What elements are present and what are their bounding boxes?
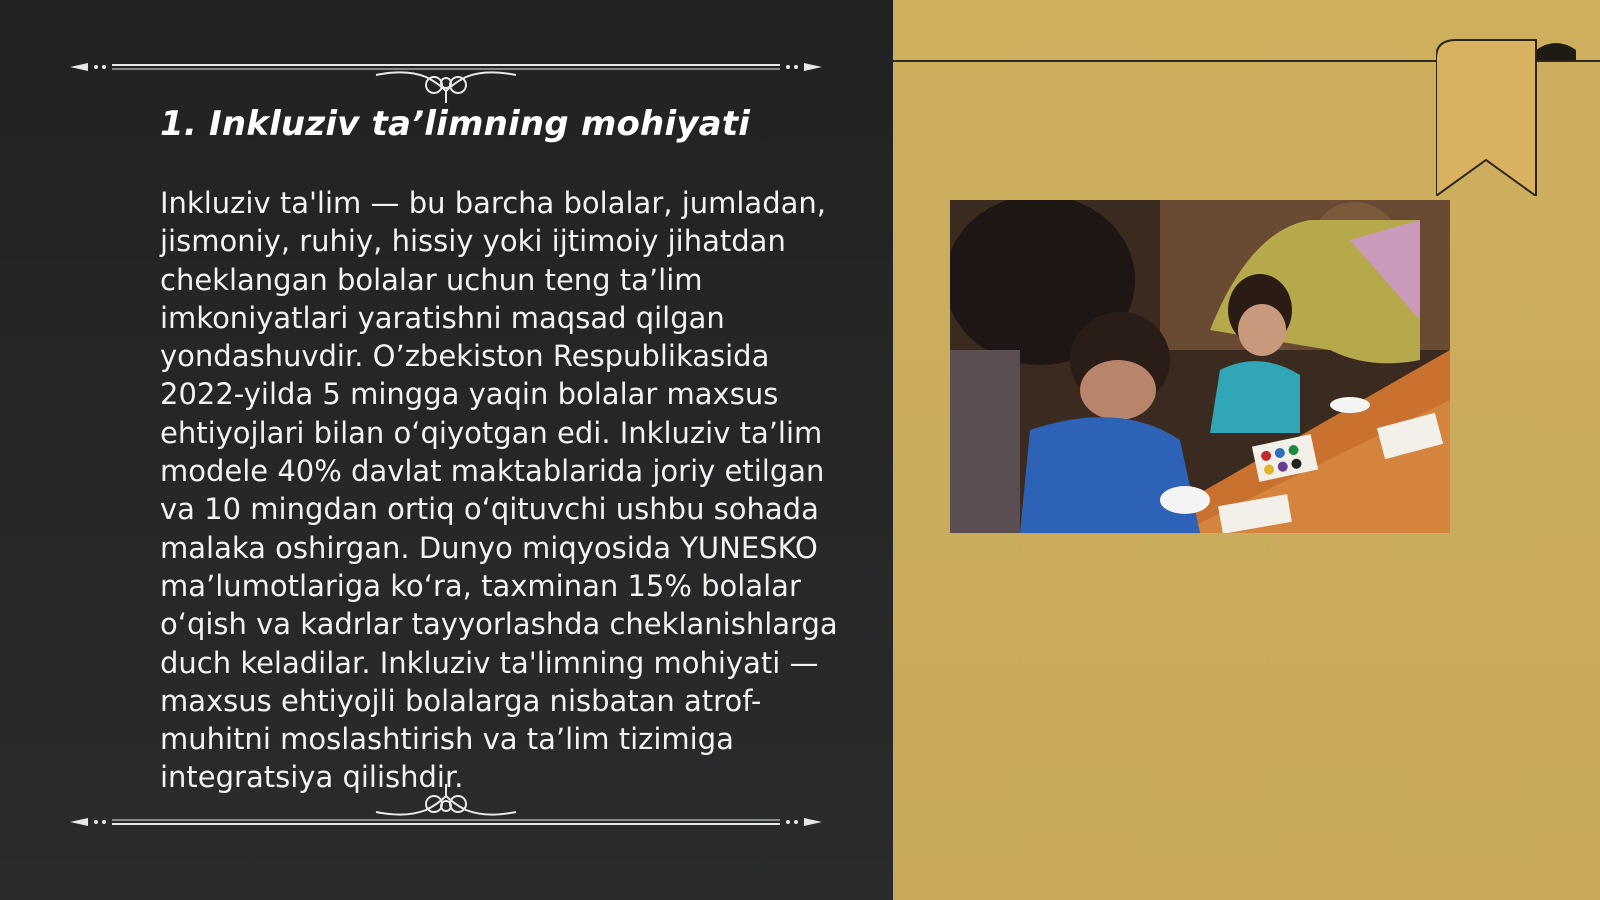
bookmark-ribbon-icon (1436, 36, 1586, 196)
slide-body-text: Inkluziv ta'lim — bu barcha bolalar, jumladan, jismoniy, ruhiy, hissiy yoki ijtimoiy jihatdan cheklangan bolalar uchun teng ta’lim imkoniyatlari yaratishni maqsad qilgan yondashuvdir. O’zbekiston Respublikasida 2022-yilda 5 mingga yaqin bolalar maxsus ehtiyojlari bilan o‘qiyotgan edi. Inkluziv ta’lim modele 40% davlat maktablarida joriy etilgan va 10 mingdan ortiq o‘qituvchi ushbu sohada malaka oshirgan. Dunyo miqyosida YUNESKO ma’lumotlariga ko‘ra, taxminan 15% bolalar o‘qish va kadrlar tayyorlashda cheklanishlarga duch keladilar. Inkluziv ta'limning mohiyati — maxsus ehtiyojli bolalarga nisbatan atrof-muhitni moslashtirish va ta’lim tizimiga integratsiya qilishdir. (160, 186, 838, 795)
top-ornament-divider-icon (66, 45, 826, 105)
slide-title: 1. Inkluziv ta’limning mohiyati (160, 104, 751, 144)
classroom-photo-icon (950, 200, 1450, 533)
